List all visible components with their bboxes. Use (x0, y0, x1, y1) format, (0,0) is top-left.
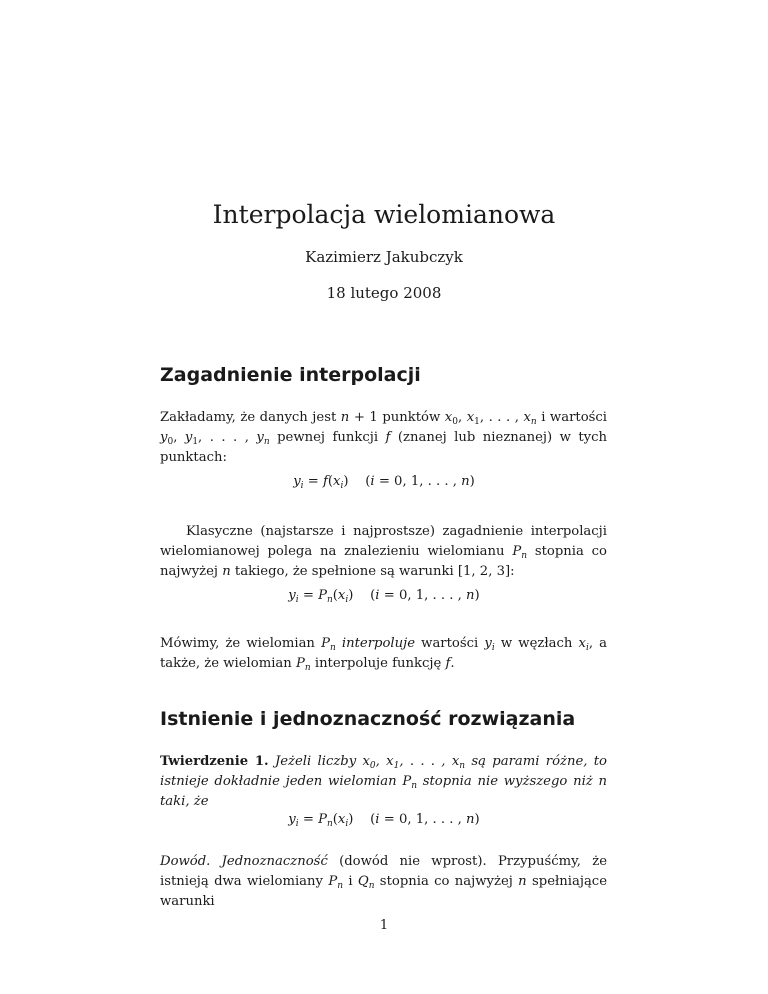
page-number: 1 (379, 918, 389, 933)
author: Kazimierz Jakubczyk (305, 248, 463, 266)
equation-theorem: $y_i = P_n(x_i)$ (i = 0, 1, . . . , n) (288, 812, 480, 829)
equation-yi-pn: $y_i = P_n(x_i)$ (i = 0, 1, . . . , n) (288, 588, 480, 605)
proof-uniqueness: Dowód. Jednoznaczność (dowód nie wprost). Przypuśćmy, że istnieją dwa wielomiany $P_n$ i $Q_n$ stopnia co najwyżej n spełniające warunki (160, 854, 608, 909)
paragraph-assumptions: Zakładamy, że danych jest n + 1 punktów $x_0$, $x_1$, . . . , $x_n$ i wartości $y_0$, $y_1$, . . . , $y_n$ pewnej funkcji f (znanej lub nieznanej) w tych punktach: (160, 410, 608, 465)
section-heading-existence: Istnienie i jednoznaczność rozwiązania (160, 708, 576, 730)
paper-title: Interpolacja wielomianowa (212, 200, 556, 229)
section-heading-interpolation: Zagadnienie interpolacji (160, 364, 421, 386)
paragraph-interpolates: Mówimy, że wielomian $P_n$ interpoluje wartości $y_i$ w węzłach $x_i$, a także, że wielomian $P_n$ interpoluje funkcję f. (160, 636, 608, 673)
theorem-1: Twierdzenie 1. Jeżeli liczby $x_0$, $x_1$, . . . , $x_n$ są parami różne, to istnieje dokładnie jeden wielomian $P_n$ stopnia nie wyższego niż n taki, że (160, 754, 608, 809)
paragraph-classic-problem: Klasyczne (najstarsze i najprostsze) zagadnienie interpolacji wielomianowej polega na znalezieniu wielomianu $P_n$ stopnia co najwyżej n takiego, że spełnione są warunki [1, 2, 3]: (160, 524, 607, 579)
date: 18 lutego 2008 (326, 284, 442, 302)
equation-yi-f: $y_i = f(x_i)$ (i = 0, 1, . . . , n) (293, 474, 475, 491)
